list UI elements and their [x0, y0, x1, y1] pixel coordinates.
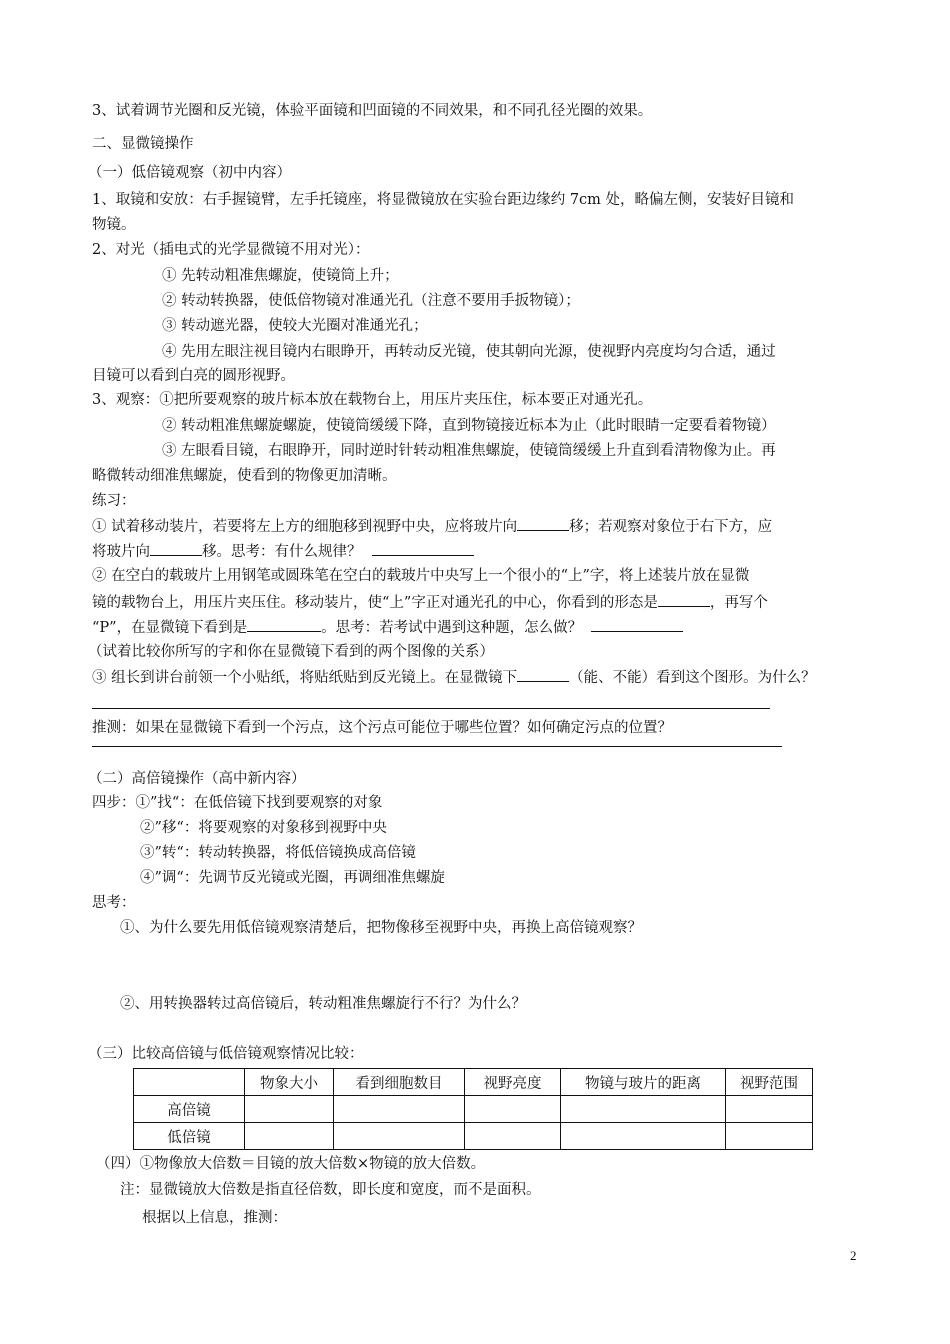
text-line: 注：显微镜放大倍数是指直径倍数，即长度和宽度，而不是面积。	[120, 1182, 541, 1198]
table-cell[interactable]	[334, 1096, 465, 1123]
text-segment: （能、不能）看到这个图形。为什么？	[569, 670, 816, 686]
text-segment: “P”，在显微镜下看到是	[92, 620, 248, 636]
text-line: 思考：	[92, 895, 136, 911]
text-segment: 将玻片向	[92, 544, 150, 560]
text-line: ② 在空白的载玻片上用钢笔或圆珠笔在空白的载玻片中央写上一个很小的“上”字，将上述装片放在显微	[92, 568, 750, 584]
text-line: （试着比较你所写的字和你在显微镜下看到的两个图像的关系）	[88, 644, 494, 660]
table-cell[interactable]	[334, 1123, 465, 1150]
answer-blank[interactable]	[658, 592, 710, 607]
table-header-cell: 物镜与玻片的距离	[561, 1069, 726, 1096]
question-line: ①、为什么要先用低倍镜观察清楚后，把物像移至视野中央，再换上高倍镜观察？	[120, 920, 642, 936]
table-cell[interactable]	[465, 1123, 561, 1150]
answer-blank[interactable]	[591, 617, 683, 632]
text-segment: ① 试着移动装片，若要将左上方的细胞移到视野中央，应将玻片向	[92, 519, 518, 535]
text-line: 推测：如果在显微镜下看到一个污点，这个污点可能位于哪些位置？如何确定污点的位置？	[92, 720, 672, 736]
answer-line[interactable]	[92, 708, 770, 709]
table-header-cell: 看到细胞数目	[334, 1069, 465, 1096]
subsection-heading: （一）低倍镜观察（初中内容）	[88, 165, 291, 181]
answer-line[interactable]	[92, 746, 782, 747]
table-cell[interactable]	[726, 1123, 813, 1150]
answer-blank[interactable]	[517, 516, 569, 531]
exercise-line	[92, 541, 474, 562]
text-segment: 移；若观察对象位于右下方，应	[569, 519, 773, 535]
text-line: 1、取镜和安放：右手握镜臂，左手托镜座，将显微镜放在实验台距边缘约 7cm 处，略偏左侧，安装好目镜和	[92, 192, 795, 208]
table-cell[interactable]	[726, 1096, 813, 1123]
text-segment: ，再写个	[709, 595, 768, 611]
answer-blank[interactable]	[372, 541, 474, 556]
table-cell[interactable]	[245, 1096, 334, 1123]
text-line: 四步：①”找“：在低倍镜下找到要观察的对象	[92, 795, 383, 811]
answer-blank[interactable]	[517, 667, 569, 682]
exercise-line	[92, 516, 772, 537]
text-segment: ③ 组长到讲台前领一个小贴纸，将贴纸贴到反光镜上。在显微镜下	[92, 670, 518, 686]
text-line: 3、试着调节光圈和反光镜，体验平面镜和凹面镜的不同效果，和不同孔径光圈的效果。	[92, 103, 653, 119]
table-header-row	[134, 1069, 813, 1096]
table-row	[134, 1096, 813, 1123]
table-cell[interactable]	[465, 1096, 561, 1123]
text-segment: 。思考：若考试中遇到这种题，怎么做？	[321, 620, 583, 636]
table-header-cell	[134, 1069, 245, 1096]
table-header-cell: 物象大小	[245, 1069, 334, 1096]
exercise-line	[92, 667, 816, 688]
text-line: ④”调“：先调节反光镜或光圈，再调细准焦螺旋	[140, 870, 445, 886]
page-number: 2	[850, 1248, 857, 1263]
text-segment: 移。思考：有什么规律？	[202, 544, 362, 560]
text-line: ④ 先用左眼注视目镜内右眼睁开，再转动反光镜，使其朝向光源，使视野内亮度均匀合适，通过	[162, 344, 776, 360]
text-line: 根据以上信息，推测：	[142, 1210, 287, 1226]
text-line: ③ 左眼看目镜，右眼睁开，同时逆时针转动粗准焦螺旋，使镜筒缓缓上升直到看清物像为止。再	[162, 443, 776, 459]
exercise-line	[92, 617, 683, 638]
section-heading: 二、显微镜操作	[92, 136, 194, 152]
subsection-heading: （二）高倍镜操作（高中新内容）	[88, 771, 306, 787]
table-header-cell: 视野范围	[726, 1069, 813, 1096]
answer-blank[interactable]	[150, 541, 202, 556]
table-row	[134, 1123, 813, 1150]
text-line: 物镜。	[92, 217, 136, 233]
text-line: ②”移“：将要观察的对象移到视野中央	[140, 820, 387, 836]
text-line: （四）①物像放大倍数＝目镜的放大倍数×物镜的放大倍数。	[96, 1156, 486, 1172]
text-segment: 镜的载物台上，用压片夹压住。移动装片，使“上”字正对通光孔的中心，你看到的形态是	[92, 595, 658, 611]
subsection-heading: （三）比较高倍镜与低倍镜观察情况比较：	[88, 1046, 364, 1062]
table-cell[interactable]	[561, 1096, 726, 1123]
text-line: ② 转动粗准焦螺旋螺旋，使镜筒缓缓下降，直到物镜接近标本为止（此时眼睛一定要看着物镜）	[162, 418, 776, 434]
comparison-table	[133, 1068, 813, 1150]
text-line: 略微转动细准焦螺旋，使看到的物像更加清晰。	[92, 468, 397, 484]
table-cell[interactable]	[245, 1123, 334, 1150]
text-line: 3、观察：①把所要观察的玻片标本放在载物台上，用压片夹压住，标本要正对通光孔。	[92, 392, 653, 408]
text-line: 目镜可以看到白亮的圆形视野。	[92, 368, 295, 384]
table-row-label: 高倍镜	[134, 1096, 245, 1123]
text-line: ③ 转动遮光器，使较大光圈对准通光孔；	[162, 318, 428, 334]
text-line: 练习：	[92, 493, 136, 509]
text-line: ① 先转动粗准焦螺旋，使镜筒上升；	[162, 268, 399, 284]
text-line: ② 转动转换器，使低倍物镜对准通光孔（注意不要用手扳物镜）；	[162, 293, 580, 309]
table-header-cell: 视野亮度	[465, 1069, 561, 1096]
table-row-label: 低倍镜	[134, 1123, 245, 1150]
text-line: ③”转“：转动转换器，将低倍镜换成高倍镜	[140, 845, 416, 861]
exercise-line	[92, 592, 768, 613]
question-line: ②、用转换器转过高倍镜后，转动粗准焦螺旋行不行？为什么？	[120, 996, 526, 1012]
table-cell[interactable]	[561, 1123, 726, 1150]
answer-blank[interactable]	[247, 617, 321, 632]
text-line: 2、对光（插电式的光学显微镜不用对光）：	[92, 242, 370, 258]
